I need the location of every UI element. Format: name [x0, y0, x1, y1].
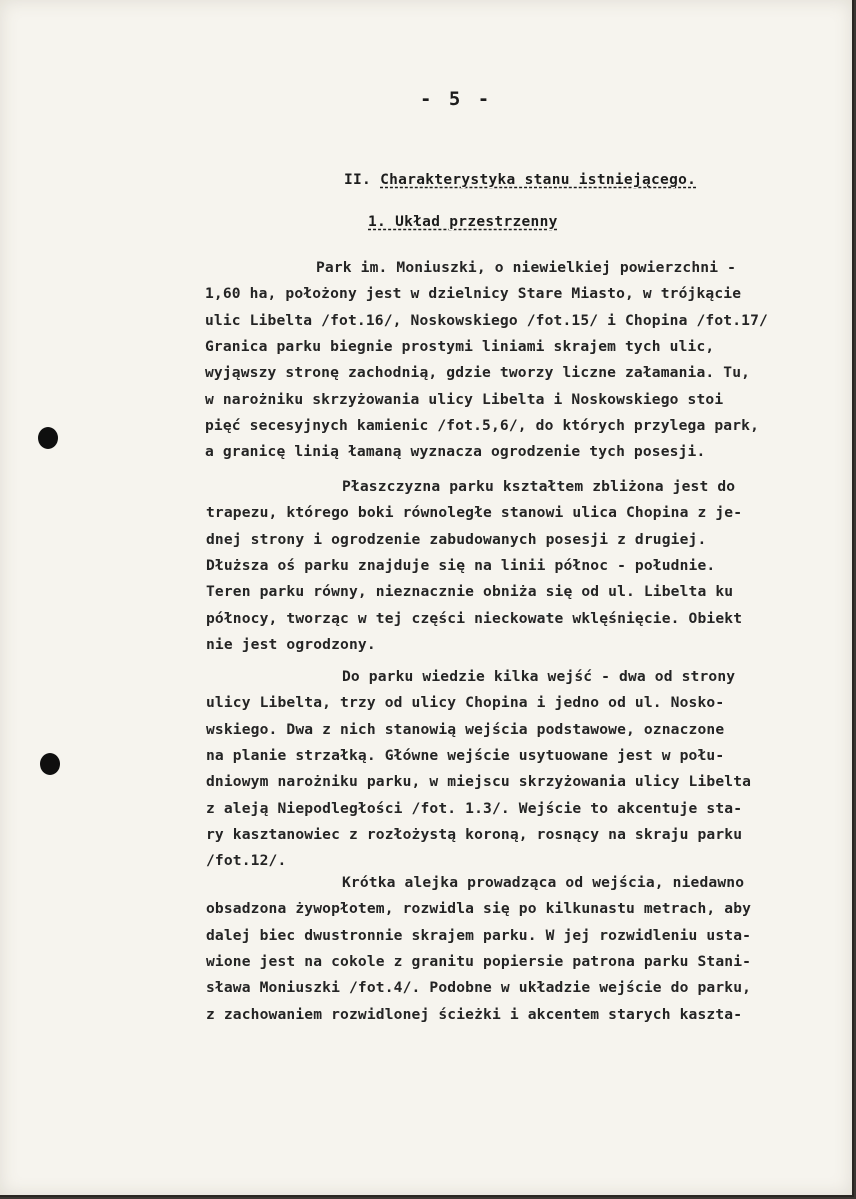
text-line: a granicę linią łamaną wyznacza ogrodzenie tych posesji. [205, 443, 706, 461]
section-heading [344, 172, 696, 188]
subsection-heading: 1. Układ przestrzenny [368, 214, 558, 230]
text-line: z aleją Niepodległości /fot. 1.3/. Wejście to akcentuje sta- [206, 799, 743, 817]
section-title: Charakterystyka stanu istniejącego. [380, 172, 697, 188]
page-number: - 5 - [420, 88, 493, 110]
text-line: Teren parku równy, nieznacznie obniża się od ul. Libelta ku [206, 583, 734, 601]
text-line: sława Moniuszki /fot.4/. Podobne w układzie wejście do parku, [206, 979, 752, 997]
text-line: obsadzona żywopłotem, rozwidla się po kilkunastu metrach, aby [206, 900, 752, 918]
punch-hole [40, 753, 60, 775]
text-line: Granica parku biegnie prostymi liniami skrajem tych ulic, [205, 337, 715, 355]
text-line: Do parku wiedzie kilka wejść - dwa od strony [342, 668, 736, 685]
text-line: na planie strzałką. Główne wejście usytuowane jest w połu- [206, 746, 725, 764]
punch-hole [38, 427, 58, 449]
text-line: Park im. Moniuszki, o niewielkiej powierzchni - [316, 259, 737, 276]
text-line: 1,60 ha, położony jest w dzielnicy Stare Miasto, w trójkącie [205, 285, 742, 303]
text-line: w narożniku skrzyżowania ulicy Libelta i Noskowskiego stoi [205, 390, 724, 408]
text-line: nie jest ogrodzony. [206, 635, 376, 653]
text-line: pięć secesyjnych kamienic /fot.5,6/, do których przylega park, [205, 416, 760, 434]
text-line: /fot.12/. [206, 852, 287, 870]
text-line: ulic Libelta /fot.16/, Noskowskiego /fot.15/ i Chopina /fot.17/ [205, 311, 768, 329]
text-line: ulicy Libelta, trzy od ulicy Chopina i jedno od ul. Nosko- [206, 694, 725, 712]
text-line: wyjąwszy stronę zachodnią, gdzie tworzy liczne załamania. Tu, [205, 364, 751, 382]
text-line: Dłuższa oś parku znajduje się na linii północ - południe. [206, 556, 716, 574]
text-line: dalej biec dwustronnie skrajem parku. W jej rozwidleniu usta- [206, 926, 752, 944]
text-line: Płaszczyzna parku kształtem zbliżona jest do [342, 478, 736, 495]
text-line: dnej strony i ogrodzenie zabudowanych posesji z drugiej. [206, 530, 707, 548]
text-line: dniowym narożniku parku, w miejscu skrzyżowania ulicy Libelta [206, 773, 752, 791]
text-line: z zachowaniem rozwidlonej ścieżki i akcentem starych kaszta- [206, 1005, 743, 1023]
text-line: ry kasztanowiec z rozłożystą koroną, rosnący na skraju parku [206, 825, 743, 843]
text-line: Krótka alejka prowadząca od wejścia, niedawno [342, 874, 745, 891]
text-line: wione jest na cokole z granitu popiersie patrona parku Stani- [206, 952, 752, 970]
text-line: wskiego. Dwa z nich stanowią wejścia podstawowe, oznaczone [206, 720, 725, 738]
text-line: północy, tworząc w tej części nieckowate wklęśnięcie. Obiekt [206, 609, 743, 627]
section-numeral: II. [344, 172, 372, 188]
text-line: trapezu, którego boki równoległe stanowi ulica Chopina z je- [206, 504, 743, 522]
